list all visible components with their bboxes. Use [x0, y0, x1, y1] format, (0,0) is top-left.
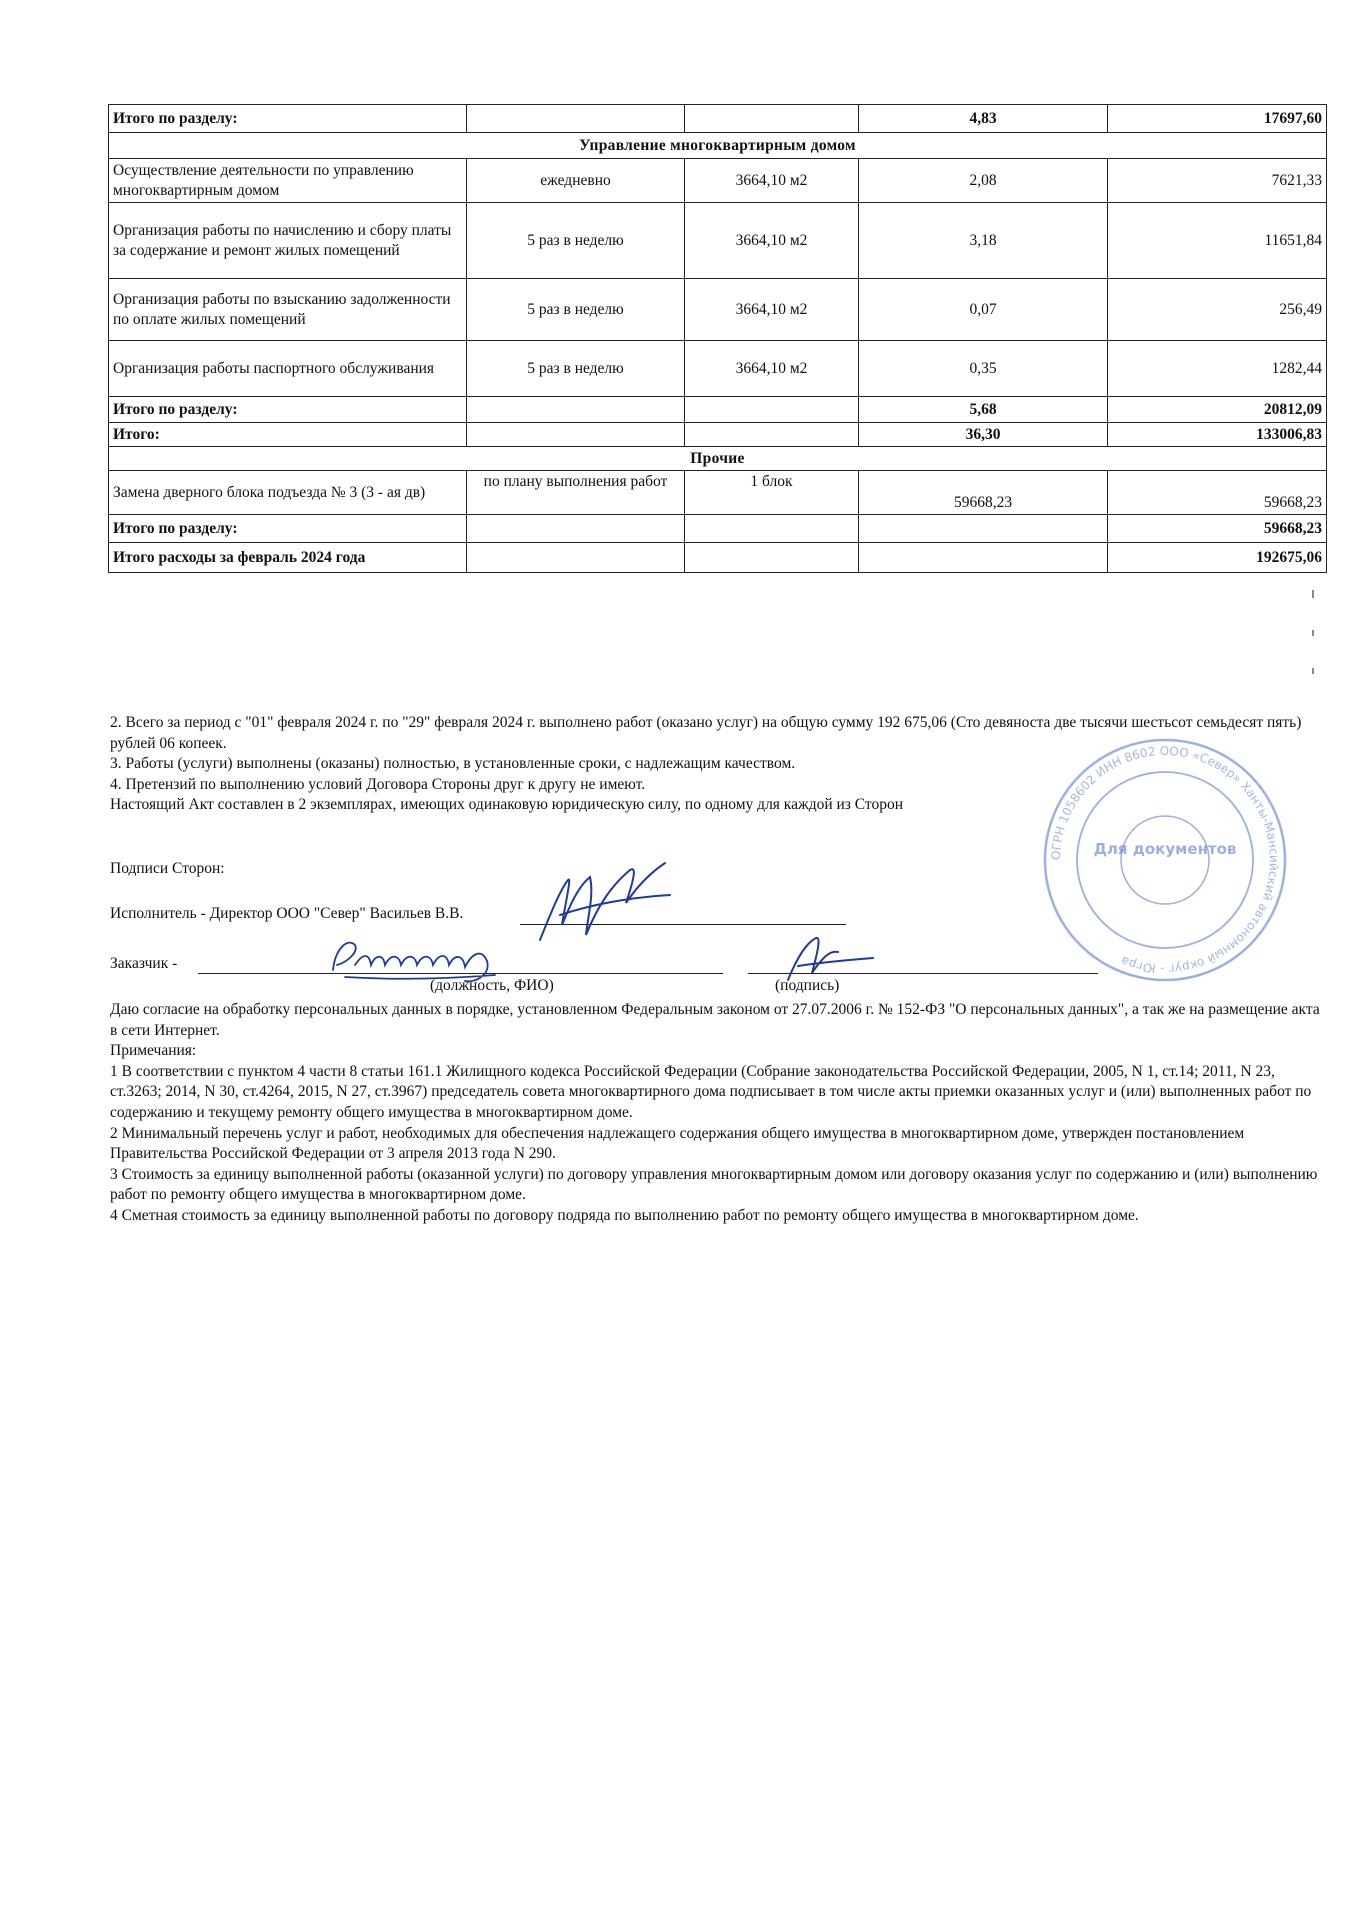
- customer-signature: [778, 928, 878, 988]
- total-row: [109, 397, 1327, 423]
- total-row: [109, 515, 1327, 543]
- cell-sum: 1282,44: [1108, 341, 1327, 397]
- note-3: 3 Стоимость за единицу выполненной работы (оказанной услуги) по договору управления многоквартирным домом или договору оказания услуг по содержанию и (или) выполнению работ по ремонту общего имущества в многоквартирном доме.: [110, 1165, 1318, 1204]
- section-title: Управление многоквартирным домом: [109, 133, 1327, 159]
- consent-text: Даю согласие на обработку персональных данных в порядке, установленном Федеральным законом от 27.07.2006 г. № 152-ФЗ "О персональных данных", а так же на размещение акта в сети Интернет.: [110, 1001, 1320, 1039]
- consent-block: [110, 1000, 1325, 1227]
- cell-rate: [859, 543, 1108, 573]
- cell-rate: 0,07: [859, 279, 1108, 341]
- stamp-ring-text: ОГРН 1058602 ИНН 8602 ООО «Север» Ханты-Мансийский автономный округ - Югра: [1048, 743, 1282, 977]
- cell-unit: 3664,10 м2: [685, 341, 859, 397]
- total-row: [109, 423, 1327, 447]
- cell-rate: [859, 515, 1108, 543]
- cell-name: Итого:: [109, 423, 467, 447]
- caption-signature: (подпись): [775, 977, 840, 994]
- cell-sum: 7621,33: [1108, 159, 1327, 203]
- cell-name: Осуществление деятельности по управлению многоквартирным домом: [109, 159, 467, 203]
- cell-period: 5 раз в неделю: [467, 203, 685, 279]
- cell-name: Организация работы по взысканию задолженности по оплате жилых помещений: [109, 279, 467, 341]
- cell-unit: 1 блок: [685, 471, 859, 515]
- cell-name: Итого по разделу:: [109, 105, 467, 133]
- section-header-row: [109, 133, 1327, 159]
- cell-rate: 59668,23: [859, 471, 1108, 515]
- customer-handwritten-name: [325, 925, 515, 995]
- cell-unit: 3664,10 м2: [685, 203, 859, 279]
- cell-rate: 4,83: [859, 105, 1108, 133]
- cell-rate: 3,18: [859, 203, 1108, 279]
- cell-sum: 11651,84: [1108, 203, 1327, 279]
- cell-unit: [685, 105, 859, 133]
- cell-period: 5 раз в неделю: [467, 279, 685, 341]
- company-stamp: [1040, 730, 1290, 990]
- cell-sum: 59668,23: [1108, 515, 1327, 543]
- cell-rate: 0,35: [859, 341, 1108, 397]
- section-title: Прочие: [109, 447, 1327, 471]
- paragraph-copies: Настоящий Акт составлен в 2 экземплярах, имеющих одинаковую юридическую силу, по одному для каждой из Сторон: [110, 796, 904, 814]
- scan-artifact: [1312, 630, 1314, 636]
- cell-period: [467, 397, 685, 423]
- note-4: 4 Сметная стоимость за единицу выполненной работы по договору подряда по выполнению работ по ремонту общего имущества в многоквартирном доме.: [110, 1206, 1139, 1224]
- cell-sum: 133006,83: [1108, 423, 1327, 447]
- cell-name: Организация работы паспортного обслуживания: [109, 341, 467, 397]
- cell-unit: [685, 515, 859, 543]
- cell-period: [467, 515, 685, 543]
- cell-unit: [685, 397, 859, 423]
- executor-label: Исполнитель - Директор ООО "Север" Васильев В.В.: [110, 905, 464, 922]
- cell-rate: 5,68: [859, 397, 1108, 423]
- cell-period: 5 раз в неделю: [467, 341, 685, 397]
- cell-rate: 2,08: [859, 159, 1108, 203]
- cell-unit: 3664,10 м2: [685, 159, 859, 203]
- scan-artifact: [1312, 590, 1314, 598]
- table-row: [109, 341, 1327, 397]
- cell-sum: 20812,09: [1108, 397, 1327, 423]
- cell-name: Организация работы по начислению и сбору платы за содержание и ремонт жилых помещений: [109, 203, 467, 279]
- cell-name: Итого по разделу:: [109, 515, 467, 543]
- cell-sum: 17697,60: [1108, 105, 1327, 133]
- cell-name: Замена дверного блока подъезда № 3 (3 - ая дв): [109, 471, 467, 515]
- signatures-heading: Подписи Сторон:: [110, 860, 225, 877]
- cell-sum: 192675,06: [1108, 543, 1327, 573]
- cell-unit: [685, 543, 859, 573]
- executor-signature: [520, 845, 680, 955]
- table-row: [109, 471, 1327, 515]
- note-1: 1 В соответствии с пунктом 4 части 8 статьи 161.1 Жилищного кодекса Российской Федерации (Собрание законодательства Российской Федерации, 2005, N 1, ст.14; 2011, N 23, ст.3263; 2014, N 30, ст.4264, 2015, N 27, ст.3967) председатель совета многоквартирного дома подписывает в том числе акты приемки оказанных услуг и (или) выполненных работ по содержанию и текущему ремонту общего имущества в многоквартирном доме.: [110, 1062, 1312, 1121]
- cell-period: [467, 543, 685, 573]
- services-table: [108, 104, 1327, 573]
- customer-label: Заказчик -: [110, 955, 178, 972]
- cell-period: ежедневно: [467, 159, 685, 203]
- total-row: [109, 105, 1327, 133]
- cell-unit: 3664,10 м2: [685, 279, 859, 341]
- table-row: [109, 203, 1327, 279]
- paragraph-quality: 3. Работы (услуги) выполнены (оказаны) полностью, в установленные сроки, с надлежащим качеством.: [110, 755, 796, 773]
- cell-period: по плану выполнения работ: [467, 471, 685, 515]
- table-row: [109, 279, 1327, 341]
- scan-artifact: [1312, 668, 1314, 674]
- table-row: [109, 159, 1327, 203]
- cell-rate: 36,30: [859, 423, 1108, 447]
- caption-position: (должность, ФИО): [430, 977, 554, 994]
- cell-period: [467, 105, 685, 133]
- cell-period: [467, 423, 685, 447]
- stamp-center-text: Для документов: [1093, 840, 1237, 858]
- section-header-row: [109, 447, 1327, 471]
- paragraph-total-sum: 2. Всего за период с "01" февраля 2024 г. по "29" февраля 2024 г. выполнено работ (оказано услуг) на общую сумму 192 675,06 (Сто девяноста две тысячи шестьсот семьдесят пять) рублей 06 копеек.: [110, 714, 1302, 752]
- notes-heading: Примечания:: [110, 1042, 197, 1060]
- cell-sum: 59668,23: [1108, 471, 1327, 515]
- total-row: [109, 543, 1327, 573]
- cell-sum: 256,49: [1108, 279, 1327, 341]
- cell-unit: [685, 423, 859, 447]
- paragraph-no-claims: 4. Претензий по выполнению условий Договора Стороны друг к другу не имеют.: [110, 775, 646, 793]
- cell-name: Итого расходы за февраль 2024 года: [109, 543, 467, 573]
- note-2: 2 Минимальный перечень услуг и работ, необходимых для обеспечения надлежащего содержания общего имущества в многоквартирном доме, утвержден постановлением Правительства Российской Федерации от 3 апреля 2013 года N 290.: [110, 1124, 1245, 1163]
- cell-name: Итого по разделу:: [109, 397, 467, 423]
- services-table-body: [109, 105, 1327, 573]
